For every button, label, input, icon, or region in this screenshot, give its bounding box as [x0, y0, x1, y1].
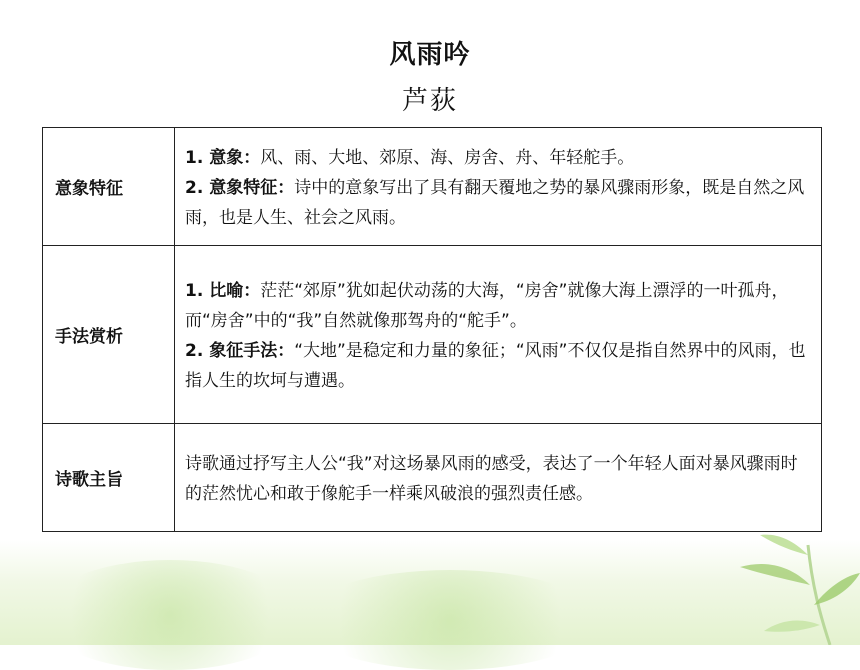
info-table: [42, 127, 822, 532]
bamboo-leaves-icon: [680, 525, 860, 645]
watercolor-wash: [300, 570, 600, 670]
row-label: 手法赏析: [43, 246, 175, 424]
row-content: [175, 424, 822, 532]
table-row-imagery: [43, 128, 822, 246]
item-lead: 1. 意象：: [185, 147, 261, 168]
content-item: [185, 143, 811, 173]
row-label: 意象特征: [43, 128, 175, 246]
item-text: 诗中的意象写出了具有翻天覆地之势的暴风骤雨形象，既是自然之风雨，也是人生、社会之风雨。: [185, 177, 805, 228]
content-item: [185, 276, 811, 336]
item-lead: 2. 象征手法：: [185, 340, 295, 361]
content-item: [185, 336, 811, 396]
row-label: 诗歌主旨: [43, 424, 175, 532]
author-name: 芦荻: [401, 86, 458, 116]
table-row-theme: [43, 424, 822, 532]
item-text: 风、雨、大地、郊原、海、房舍、舟、年轻舵手。: [260, 147, 635, 168]
item-text: “大地”是稳定和力量的象征；“风雨”不仅仅是指自然界中的风雨，也指人生的坎坷与遭遇。: [185, 340, 806, 391]
content-item: [185, 449, 811, 509]
row-content: [175, 246, 822, 424]
item-lead: 1. 比喻：: [185, 280, 261, 301]
table-row-technique: [43, 246, 822, 424]
watercolor-wash: [40, 560, 300, 670]
row-content: [175, 128, 822, 246]
content-item: [185, 173, 811, 233]
page-title: 风雨吟: [389, 40, 471, 70]
item-text: 茫茫“郊原”犹如起伏动荡的大海，“房舍”就像大海上漂浮的一叶孤舟，而“房舍”中的“我”自然就像那驾舟的“舵手”。: [185, 280, 789, 331]
item-text: 诗歌通过抒写主人公“我”对这场暴风雨的感受，表达了一个年轻人面对暴风骤雨时的茫然忧心和敢于像舵手一样乘风破浪的强烈责任感。: [185, 453, 798, 504]
item-lead: 2. 意象特征：: [185, 177, 295, 198]
